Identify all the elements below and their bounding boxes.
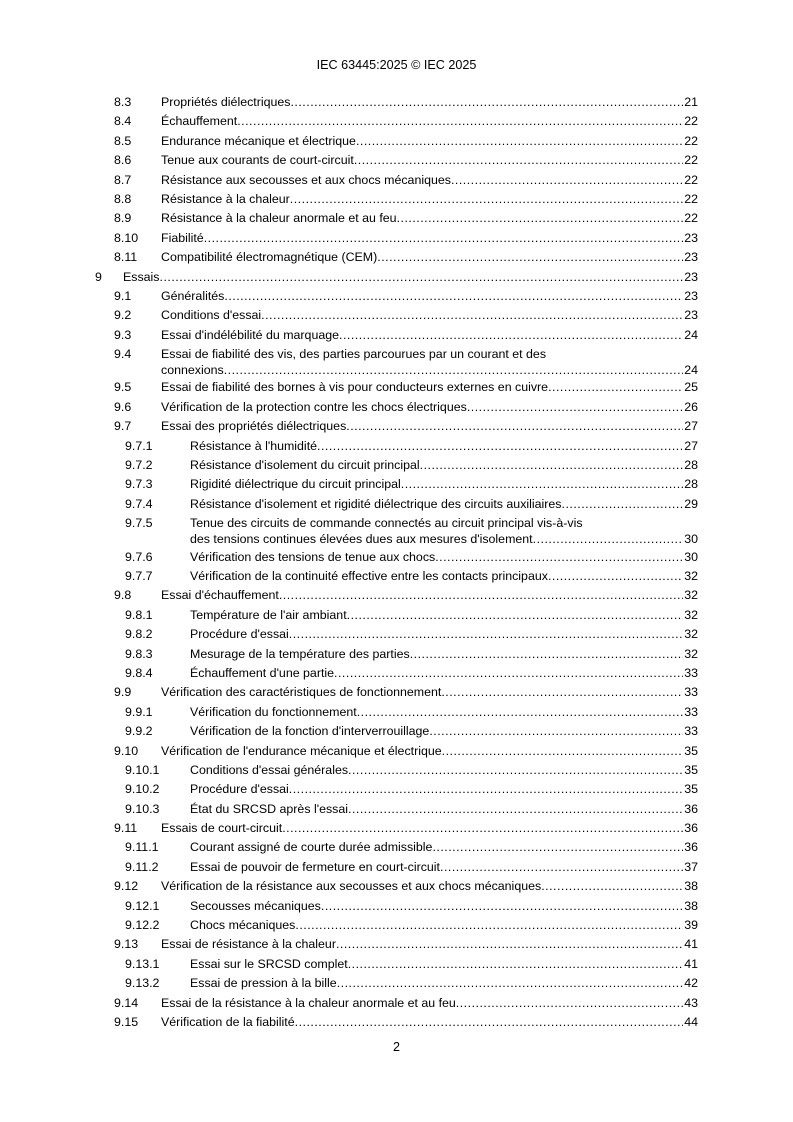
toc-entry-page: 23 <box>684 288 698 303</box>
toc-entry-title <box>161 288 698 304</box>
toc-entry-title <box>190 568 698 584</box>
toc-entry-number: 9.12.2 <box>125 918 160 933</box>
dot-leader <box>562 496 684 512</box>
toc-entry-title <box>161 346 698 378</box>
toc-entry[interactable] <box>0 743 793 762</box>
toc-entry-title <box>161 249 698 265</box>
dot-leader <box>440 859 683 875</box>
toc-entry-number: 8.3 <box>114 95 132 109</box>
toc-entry-page: 27 <box>684 438 698 453</box>
toc-entry-title-line: Conditions d'essai générales <box>190 762 349 777</box>
toc-entry-number: 9.4 <box>114 347 132 362</box>
toc-entry-title <box>190 607 698 623</box>
toc-entry[interactable] <box>0 839 793 858</box>
toc-entry-title-line: Vérification de la protection contre les chocs électriques <box>161 399 467 414</box>
toc-entry-page: 43 <box>684 995 698 1010</box>
toc-entry-number: 9.10 <box>114 743 139 758</box>
toc-entry-page: 41 <box>684 937 698 952</box>
toc-entry[interactable] <box>0 878 793 897</box>
toc-entry-number: 9.9 <box>114 685 132 700</box>
toc-entry-page: 24 <box>684 363 698 378</box>
toc-entry-title-line: Essai de fiabilité des vis, des parties parcourues par un courant et des <box>161 347 547 362</box>
toc-entry-number: 9.7.6 <box>125 549 153 564</box>
toc-entry-title <box>161 152 698 168</box>
toc-entry[interactable] <box>0 684 793 703</box>
toc-entry-number: 9.8.4 <box>125 665 153 680</box>
toc-entry-number: 9.7.3 <box>125 477 153 492</box>
toc-entry-page: 32 <box>684 607 698 622</box>
dot-leader <box>435 549 683 565</box>
toc-entry[interactable] <box>0 307 793 326</box>
dot-leader <box>541 878 683 894</box>
toc-entry-title <box>190 515 698 547</box>
toc-entry-page: 35 <box>684 762 698 777</box>
toc-entry-title-line: Vérification des tensions de tenue aux chocs <box>190 549 436 564</box>
toc-entry-title <box>190 956 698 972</box>
dot-leader <box>429 723 683 739</box>
toc-entry-title-line: Résistance d'isolement du circuit principal <box>190 458 420 473</box>
toc-entry-title-line: Propriétés diélectriques <box>161 95 291 109</box>
toc-entry-title <box>190 762 698 778</box>
toc-entry-title-line: Courant assigné de courte durée admissible <box>190 840 433 855</box>
toc-entry-title-line: Compatibilité électromagnétique (CEM) <box>161 250 378 265</box>
toc-entry[interactable] <box>0 626 793 645</box>
toc-entry-page: 38 <box>684 898 698 913</box>
dot-leader <box>441 684 683 700</box>
toc-entry-title-line: Essai de la résistance à la chaleur anormale et au feu <box>161 995 456 1010</box>
toc-entry-title <box>161 995 698 1011</box>
toc-entry-title <box>190 438 698 454</box>
toc-entry[interactable] <box>0 210 793 229</box>
toc-entry[interactable] <box>0 801 793 820</box>
toc-entry-title <box>190 917 698 933</box>
toc-entry-title <box>161 878 698 894</box>
toc-entry[interactable] <box>0 133 793 152</box>
toc-entry[interactable] <box>0 1014 793 1033</box>
toc-entry-number: 8.4 <box>114 114 132 129</box>
toc-entry-page: 27 <box>684 419 698 434</box>
toc-entry-page: 22 <box>684 211 698 226</box>
toc-entry-title-line: État du SRCSD après l'essai <box>190 801 349 816</box>
toc-entry-title-line: Secousses mécaniques <box>190 898 321 913</box>
toc-entry-number: 9.7.5 <box>125 516 153 531</box>
toc-entry[interactable] <box>0 898 793 917</box>
toc-entry[interactable] <box>0 859 793 878</box>
toc-entry[interactable] <box>0 457 793 476</box>
toc-entry-title <box>190 626 698 642</box>
toc-entry-title-line: connexions <box>161 363 224 378</box>
toc-entry[interactable] <box>0 438 793 457</box>
toc-entry[interactable] <box>0 496 793 515</box>
dot-leader <box>289 781 683 797</box>
dot-leader <box>348 801 683 817</box>
toc-entry-title-line: Essai d'indélébilité du marquage <box>161 327 340 342</box>
toc-entry-page: 23 <box>684 250 698 265</box>
toc-entry-page: 24 <box>684 327 698 342</box>
toc-entry-number: 8.10 <box>114 230 139 245</box>
dot-leader <box>321 898 683 914</box>
toc-entry-title-line: Résistance à la chaleur <box>161 191 290 206</box>
toc-entry-title-line: Essai d'échauffement <box>161 588 279 603</box>
toc-entry-title <box>161 587 698 603</box>
toc-entry-title-line: Vérification de la fonction d'interverrouillage <box>190 724 430 739</box>
toc-entry-number: 9.10.3 <box>125 801 160 816</box>
toc-entry-number: 8.11 <box>114 250 138 265</box>
dot-leader <box>451 172 683 188</box>
toc-entry-number: 9.7.7 <box>125 568 153 583</box>
toc-entry-page: 39 <box>684 918 698 933</box>
toc-entry-title <box>190 723 698 739</box>
toc-entry-page: 23 <box>684 230 698 245</box>
toc-entry-title-line: Température de l'air ambiant <box>190 607 347 622</box>
toc-entry-title-line: Vérification des caractéristiques de fonctionnement <box>161 685 442 700</box>
toc-entry-title <box>190 476 698 492</box>
toc-entry-title <box>161 230 698 246</box>
toc-entry-number: 9.11.1 <box>125 840 159 855</box>
toc-entry-title-line: Conditions d'essai <box>161 308 262 323</box>
toc-entry-number: 9.11.2 <box>125 859 159 874</box>
toc-entry[interactable] <box>0 975 793 994</box>
toc-entry-page: 22 <box>684 153 698 168</box>
dot-leader <box>224 362 684 378</box>
page-header: IEC 63445:2025 © IEC 2025 <box>316 58 477 72</box>
dot-leader <box>456 995 683 1011</box>
toc-entry[interactable] <box>0 568 793 587</box>
toc-entry-page: 33 <box>684 665 698 680</box>
toc-entry-number: 9.12 <box>114 879 139 894</box>
toc-entry-number: 9.10.1 <box>125 762 160 777</box>
toc-entry[interactable] <box>0 704 793 723</box>
toc-entry-title-line: Résistance à l'humidité <box>190 438 318 453</box>
toc-entry-number: 9.1 <box>114 288 132 303</box>
toc-entry-title-line: Essai de fiabilité des bornes à vis pour conducteurs externes en cuivre <box>161 380 549 395</box>
dot-leader <box>548 379 683 395</box>
toc-entry-title <box>161 418 698 434</box>
dot-leader <box>295 917 683 933</box>
toc-entry-title-line: Résistance d'isolement et rigidité diélectrique des circuits auxiliaires <box>190 496 562 511</box>
dot-leader <box>357 704 684 720</box>
toc-entry-page: 22 <box>684 191 698 206</box>
dot-leader <box>410 646 683 662</box>
toc-entry-title <box>190 859 698 875</box>
toc-entry-title-line: Tenue aux courants de court-circuit <box>161 153 354 168</box>
toc-entry-title <box>161 210 698 226</box>
toc-entry-page: 36 <box>684 840 698 855</box>
toc-entry-title <box>161 172 698 188</box>
toc-entry-title <box>161 133 698 149</box>
toc-entry[interactable] <box>0 418 793 437</box>
toc-entry-page: 22 <box>684 114 698 129</box>
toc-entry-number: 9.7.1 <box>125 438 153 453</box>
toc-entry-number: 9.5 <box>114 380 132 395</box>
toc-entry-title <box>190 839 698 855</box>
toc-entry-number: 9.11 <box>114 821 138 836</box>
toc-entry-title-line: Tenue des circuits de commande connectés au circuit principal vis-à-vis <box>190 516 583 531</box>
toc-entry-title-line: Résistance aux secousses et aux chocs mécaniques <box>161 172 451 187</box>
dot-leader <box>377 249 683 265</box>
dot-leader <box>337 975 683 991</box>
toc-entry-number: 9.8.3 <box>125 646 153 661</box>
toc-entry-title-line: Rigidité diélectrique du circuit principal <box>190 477 401 492</box>
dot-leader <box>224 288 683 304</box>
dot-leader <box>160 269 684 285</box>
toc-entry-title-line: Essai sur le SRCSD complet <box>190 956 348 971</box>
toc-entry-number: 9.2 <box>114 308 132 323</box>
dot-leader <box>348 762 683 778</box>
toc-entry-number: 9.13.1 <box>125 956 160 971</box>
toc-entry-number: 8.8 <box>114 191 132 206</box>
toc-entry-page: 35 <box>684 782 698 797</box>
toc-entry[interactable] <box>0 288 793 307</box>
toc-entry[interactable] <box>0 607 793 626</box>
toc-entry-title <box>161 307 698 323</box>
toc-entry-title <box>161 743 698 759</box>
toc-entry-page: 37 <box>684 859 698 874</box>
toc-entry-title <box>161 1014 698 1030</box>
toc-entry-title <box>190 457 698 473</box>
toc-entry-title <box>161 399 698 415</box>
toc-entry-title <box>161 936 698 952</box>
toc-entry[interactable] <box>0 820 793 839</box>
toc-entry-title-line: Échauffement <box>161 114 238 129</box>
toc-entry-title-line: Essai de résistance à la chaleur <box>161 937 336 952</box>
toc-entry-page: 22 <box>684 172 698 187</box>
toc-entry-title-line: Vérification de la résistance aux secousses et aux chocs mécaniques <box>161 879 542 894</box>
toc-entry[interactable] <box>0 587 793 606</box>
toc-entry-title-line: Chocs mécaniques <box>190 918 296 933</box>
toc-entry-number: 8.6 <box>114 153 132 168</box>
toc-entry-title-line: Essai de pression à la bille <box>190 976 337 991</box>
toc-entry-title-line: Endurance mécanique et électrique <box>161 133 356 148</box>
dot-leader <box>279 587 683 603</box>
toc-entry-title-line: Mesurage de la température des parties <box>190 646 410 661</box>
dot-leader <box>282 820 683 836</box>
toc-entry-title <box>161 191 698 207</box>
dot-leader <box>346 418 683 434</box>
toc-entry[interactable] <box>0 346 793 379</box>
dot-leader <box>348 956 684 972</box>
toc-entry-page: 33 <box>684 724 698 739</box>
toc-entry-number: 9.7.2 <box>125 458 153 473</box>
toc-entry[interactable] <box>0 781 793 800</box>
dot-leader <box>317 438 683 454</box>
toc-entry-number: 9.10.2 <box>125 782 160 797</box>
toc-entry-page: 30 <box>684 532 698 547</box>
dot-leader <box>290 191 683 207</box>
dot-leader <box>290 94 683 110</box>
dot-leader <box>261 307 683 323</box>
toc-entry-title <box>161 327 698 343</box>
toc-entry-number: 9.13.2 <box>125 976 160 991</box>
toc-entry-title <box>190 975 698 991</box>
toc-entry[interactable] <box>0 113 793 132</box>
dot-leader <box>356 133 683 149</box>
toc-entry-page: 30 <box>684 549 698 564</box>
toc-entry-page: 42 <box>684 976 698 991</box>
toc-entry-number: 9.14 <box>114 995 139 1010</box>
toc-entry-page: 38 <box>684 879 698 894</box>
toc-entry-number: 9.6 <box>114 399 132 414</box>
toc-entry-title-line: Essais de court-circuit <box>161 821 283 836</box>
toc-entry-number: 9.8.1 <box>125 607 153 622</box>
toc-entry[interactable] <box>0 152 793 171</box>
toc-entry-title <box>161 113 698 129</box>
toc-entry-page: 28 <box>684 477 698 492</box>
toc-entry-title <box>190 801 698 817</box>
toc-entry[interactable] <box>0 762 793 781</box>
toc-entry-page: 21 <box>684 95 698 109</box>
toc-entry-number: 9 <box>95 269 102 284</box>
toc-entry-page: 33 <box>684 704 698 719</box>
toc-entry-title <box>190 549 698 565</box>
toc-entry-title-line: Vérification de la fiabilité <box>161 1014 295 1029</box>
toc-entry-number: 9.13 <box>114 937 139 952</box>
toc-entry-page: 36 <box>684 801 698 816</box>
toc-entry-page: 26 <box>684 399 698 414</box>
toc-entry-number: 9.15 <box>114 1014 139 1029</box>
toc-entry-title-line: des tensions continues élevées dues aux mesures d'isolement <box>190 532 533 547</box>
dot-leader <box>334 665 683 681</box>
dot-leader <box>237 113 683 129</box>
toc-entry-page: 23 <box>684 269 698 284</box>
toc-entry-title <box>161 94 698 110</box>
toc-entry[interactable] <box>0 515 793 548</box>
page-number: 2 <box>392 1040 400 1054</box>
toc-entry-title-line: Essai de pouvoir de fermeture en court-circuit <box>190 859 440 874</box>
toc-entry-number: 9.7.4 <box>125 496 153 511</box>
toc-entry-number: 9.8.2 <box>125 627 153 642</box>
table-of-contents <box>0 94 793 1033</box>
dot-leader <box>401 476 683 492</box>
toc-entry[interactable] <box>0 230 793 249</box>
toc-entry[interactable] <box>0 249 793 268</box>
toc-entry[interactable] <box>0 956 793 975</box>
toc-entry-title-line: Essai des propriétés diélectriques <box>161 419 347 434</box>
toc-entry[interactable] <box>0 723 793 742</box>
toc-entry-title <box>161 379 698 395</box>
toc-entry[interactable] <box>0 399 793 418</box>
dot-leader <box>295 1014 684 1030</box>
toc-entry-title <box>161 684 698 700</box>
toc-entry-number: 8.7 <box>114 172 132 187</box>
toc-entry[interactable] <box>0 379 793 398</box>
toc-entry[interactable] <box>0 191 793 210</box>
toc-entry-title <box>123 269 698 285</box>
toc-entry-page: 23 <box>684 308 698 323</box>
dot-leader <box>336 936 683 952</box>
dot-leader <box>442 743 684 759</box>
dot-leader <box>289 626 683 642</box>
dot-leader <box>204 230 684 246</box>
toc-entry[interactable] <box>0 94 793 113</box>
dot-leader <box>533 531 684 547</box>
toc-entry-title <box>190 496 698 512</box>
toc-entry-title-line: Vérification du fonctionnement <box>190 704 357 719</box>
toc-entry-number: 9.3 <box>114 327 132 342</box>
toc-entry[interactable] <box>0 646 793 665</box>
toc-entry-page: 28 <box>684 458 698 473</box>
toc-entry-page: 25 <box>684 380 698 395</box>
toc-entry-title-line: Échauffement d'une partie <box>190 665 335 680</box>
toc-entry-title-line: Essais <box>123 269 160 284</box>
toc-entry[interactable] <box>0 476 793 495</box>
toc-entry-page: 35 <box>684 743 698 758</box>
toc-entry-title <box>190 646 698 662</box>
toc-entry-page: 36 <box>684 821 698 836</box>
toc-entry-title <box>190 898 698 914</box>
dot-leader <box>354 152 683 168</box>
dot-leader <box>420 457 684 473</box>
toc-entry-title-line: Vérification de la continuité effective entre les contacts principaux <box>190 568 548 583</box>
toc-entry-number: 9.12.1 <box>125 898 160 913</box>
toc-entry[interactable] <box>0 549 793 568</box>
toc-entry-page: 32 <box>684 588 698 603</box>
dot-leader <box>339 327 683 343</box>
dot-leader <box>397 210 684 226</box>
toc-entry-page: 29 <box>684 496 698 511</box>
toc-entry-title <box>190 781 698 797</box>
toc-entry[interactable] <box>0 665 793 684</box>
toc-entry-number: 8.9 <box>114 211 132 226</box>
toc-entry-title-line: Procédure d'essai <box>190 782 289 797</box>
toc-entry-page: 32 <box>684 568 698 583</box>
dot-leader <box>548 568 683 584</box>
toc-entry-number: 9.8 <box>114 588 132 603</box>
toc-entry-page: 41 <box>684 956 698 971</box>
toc-entry-page: 44 <box>684 1014 698 1029</box>
toc-entry-number: 8.5 <box>114 133 132 148</box>
toc-entry-number: 9.7 <box>114 419 132 434</box>
toc-entry-title-line: Généralités <box>161 288 225 303</box>
toc-entry-title-line: Procédure d'essai <box>190 627 289 642</box>
toc-entry-title-line: Vérification de l'endurance mécanique et électrique <box>161 743 442 758</box>
toc-entry-title <box>190 704 698 720</box>
toc-entry[interactable] <box>0 917 793 936</box>
toc-entry-page: 32 <box>684 627 698 642</box>
toc-entry[interactable] <box>0 269 793 288</box>
toc-entry-title-line: Fiabilité <box>161 230 204 245</box>
toc-entry-page: 33 <box>684 685 698 700</box>
toc-entry[interactable] <box>0 172 793 191</box>
toc-entry-title-line: Résistance à la chaleur anormale et au feu <box>161 211 397 226</box>
dot-leader <box>432 839 683 855</box>
toc-entry-page: 22 <box>684 133 698 148</box>
toc-entry[interactable] <box>0 936 793 955</box>
toc-entry-number: 9.9.1 <box>125 704 153 719</box>
toc-entry-title <box>161 820 698 836</box>
toc-entry-page: 32 <box>684 646 698 661</box>
toc-entry-number: 9.9.2 <box>125 724 153 739</box>
dot-leader <box>467 399 683 415</box>
toc-entry[interactable] <box>0 995 793 1014</box>
toc-entry[interactable] <box>0 327 793 346</box>
toc-entry-title <box>190 665 698 681</box>
dot-leader <box>347 607 684 623</box>
